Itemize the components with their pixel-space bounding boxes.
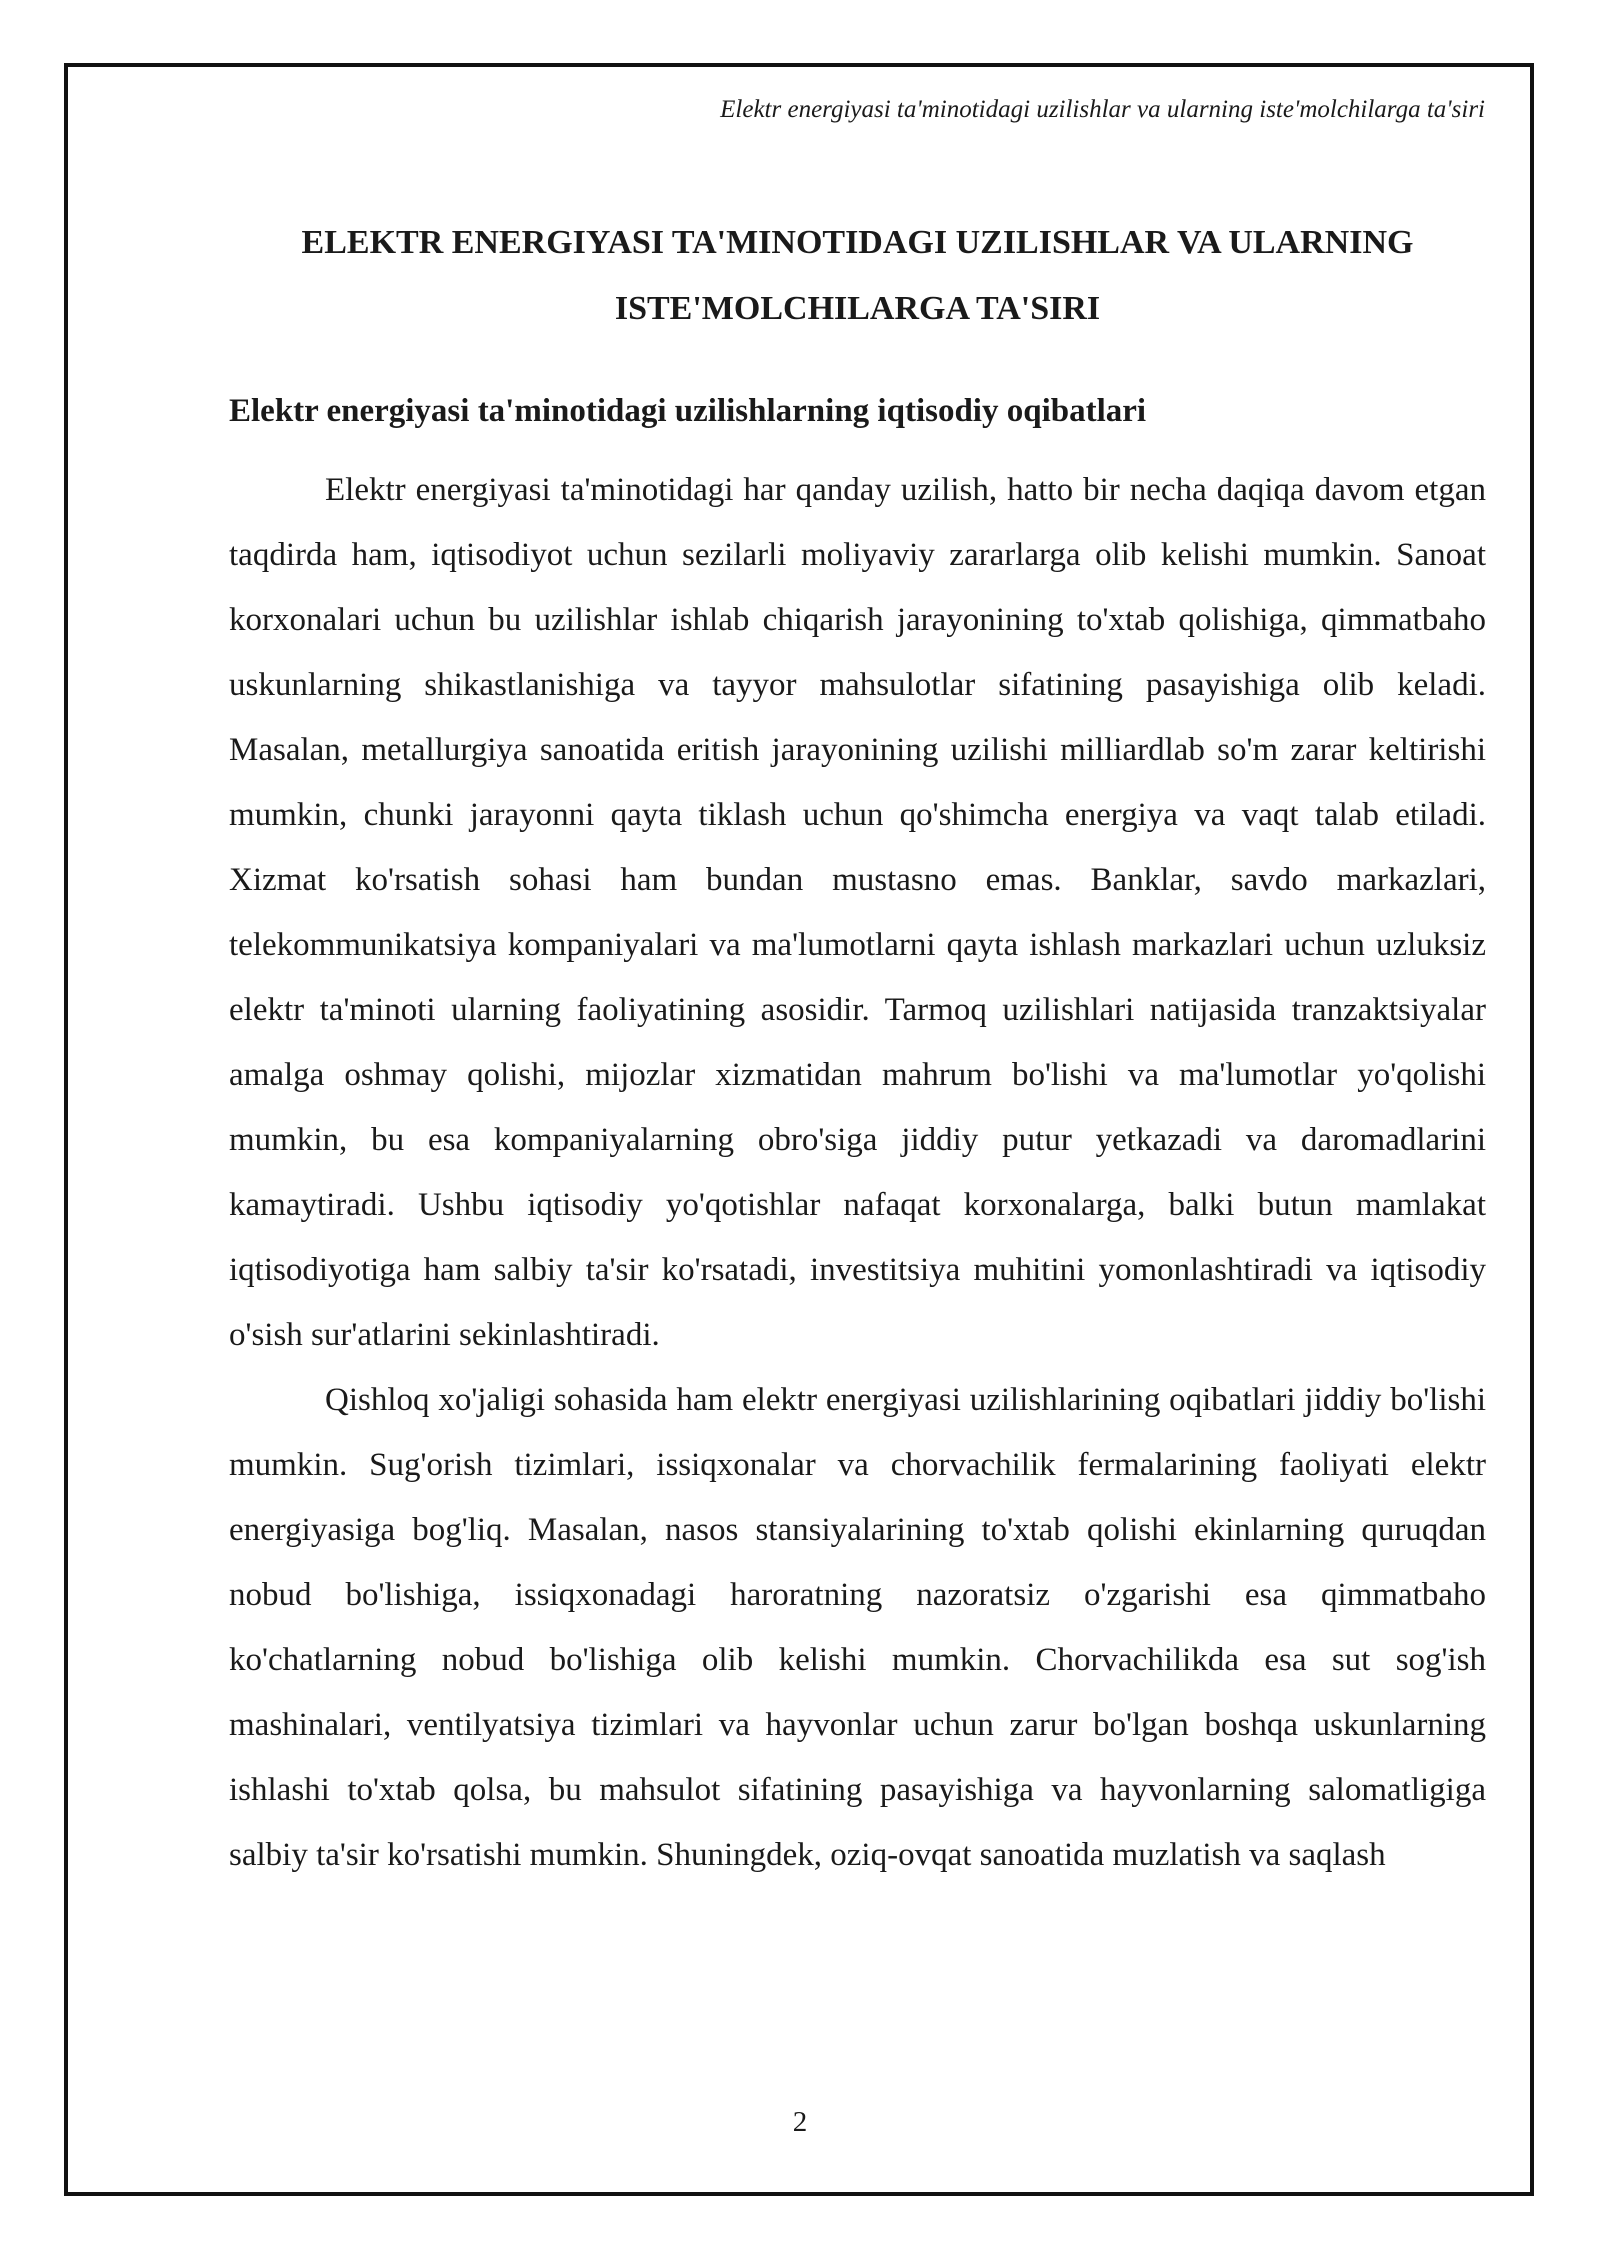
document-title: ELEKTR ENERGIYASI TA'MINOTIDAGI UZILISHLAR VA ULARNING ISTE'MOLCHILARGA TA'SIRI bbox=[301, 224, 1414, 327]
document-body bbox=[229, 210, 1486, 1888]
page-number: 2 bbox=[792, 2106, 808, 2138]
section-heading: Elektr energiyasi ta'minotidagi uzilishlarning iqtisodiy oqibatlari bbox=[229, 393, 1147, 429]
running-header: Elektr energiyasi ta'minotidagi uzilishlar va ularning iste'molchilarga ta'siri bbox=[720, 96, 1485, 123]
body-paragraph: Qishloq xo'jaligi sohasida ham elektr energiyasi uzilishlarining oqibatlari jiddiy bo'lishi mumkin. Sug'orish tizimlari, issiqxonalar va chorvachilik fermalarining faoliyati elektr energiyasiga bog'liq. Masalan, nasos stansiyalarining to'xtab qolishi ekinlarning quruqdan nobud bo'lishiga, issiqxonadagi haroratning nazoratsiz o'zgarishi esa qimmatbaho ko'chatlarning nobud bo'lishiga olib kelishi mumkin. Chorvachilikda esa sut sog'ish mashinalari, ventilyatsiya tizimlari va hayvonlar uchun zarur bo'lgan boshqa uskunlarning ishlashi to'xtab qolsa, bu mahsulot sifatining pasayishiga va hayvonlarning salomatligiga salbiy ta'sir ko'rsatishi mumkin. Shuningdek, oziq-ovqat sanoatida muzlatish va saqlash bbox=[229, 1382, 1486, 1873]
body-paragraph: Elektr energiyasi ta'minotidagi har qanday uzilish, hatto bir necha daqiqa davom etgan taqdirda ham, iqtisodiyot uchun sezilarli moliyaviy zararlarga olib kelishi mumkin. Sanoat korxonalari uchun bu uzilishlar ishlab chiqarish jarayonining to'xtab qolishiga, qimmatbaho uskunlarning shikastlanishiga va tayyor mahsulotlar sifatining pasayishiga olib keladi. Masalan, metallurgiya sanoatida eritish jarayonining uzilishi milliardlab so'm zarar keltirishi mumkin, chunki jarayonni qayta tiklash uchun qo'shimcha energiya va vaqt talab etiladi. Xizmat ko'rsatish sohasi ham bundan mustasno emas. Banklar, savdo markazlari, telekommunikatsiya kompaniyalari va ma'lumotlarni qayta ishlash markazlari uchun uzluksiz elektr ta'minoti ularning faoliyatining asosidir. Tarmoq uzilishlari natijasida tranzaktsiyalar amalga oshmay qolishi, mijozlar xizmatidan mahrum bo'lishi va ma'lumotlar yo'qolishi mumkin, bu esa kompaniyalarning obro'siga jiddiy putur yetkazadi va daromadlarini kamaytiradi. Ushbu iqtisodiy yo'qotishlar nafaqat korxonalarga, balki butun mamlakat iqtisodiyotiga ham salbiy ta'sir ko'rsatadi, investitsiya muhitini yomonlashtiradi va iqtisodiy o'sish sur'atlarini sekinlashtiradi. bbox=[229, 472, 1486, 1353]
